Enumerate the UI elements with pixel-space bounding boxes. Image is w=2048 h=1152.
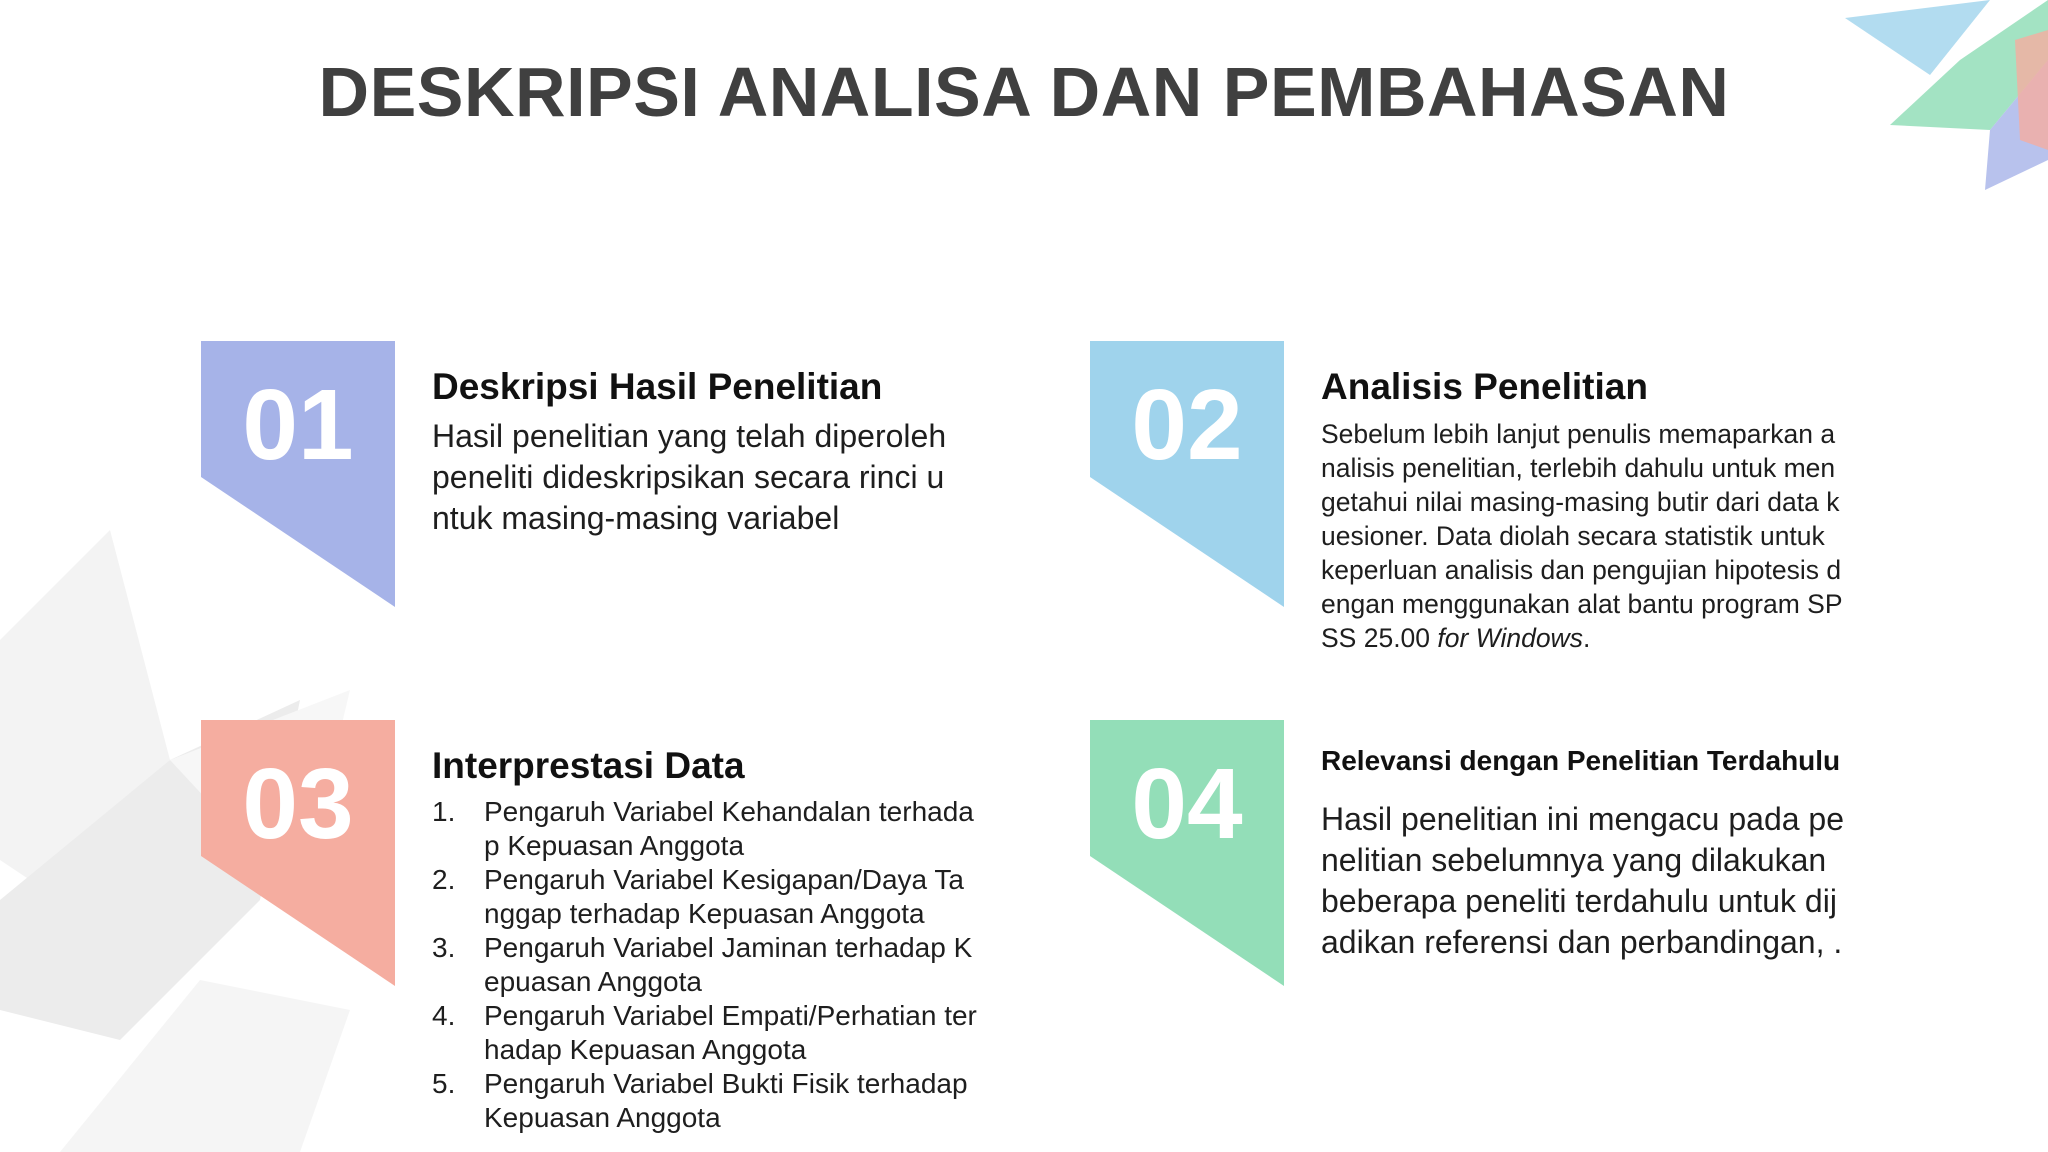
- badge-02: [1090, 341, 1284, 607]
- section-02-body-italic: for Windows: [1437, 623, 1583, 653]
- section-04: [1321, 741, 1881, 963]
- section-01-body: Hasil penelitian yang telah diperoleh peneliti dideskripsikan secara rinci u ntuk masing-masing variabel: [432, 418, 947, 536]
- list-item-text: Pengaruh Variabel Kesigapan/Daya Ta nggap terhadap Kepuasan Anggota: [484, 864, 964, 929]
- badge-01: [201, 341, 395, 607]
- list-item-number: 1.: [432, 796, 456, 827]
- list-item-text: Pengaruh Variabel Kehandalan terhada p Kepuasan Anggota: [484, 796, 974, 861]
- section-04-body: Hasil penelitian ini mengacu pada pe nelitian sebelumnya yang dilakukan beberapa peneliti terdahulu untuk dij adikan referensi dan perbandingan, .: [1321, 801, 1845, 960]
- list-item: [432, 1067, 992, 1135]
- list-item-text: Pengaruh Variabel Bukti Fisik terhadap Kepuasan Anggota: [484, 1068, 968, 1133]
- list-item: [432, 931, 992, 999]
- section-02-body-text: Sebelum lebih lanjut penulis memaparkan a nalisis penelitian, terlebih dahulu untuk men getahui nilai masing-masing butir dari data k uesioner. Data diolah secara statistik untuk keperluan analisis dan pengujian hipotesis d engan menggunakan alat bantu program SP SS 25.00: [1321, 419, 1843, 653]
- badge-02-number: 02: [1131, 369, 1243, 481]
- section-02-body-end: .: [1582, 623, 1591, 653]
- badge-03: [201, 720, 395, 986]
- section-04-heading: Relevansi dengan Penelitian Terdahulu: [1321, 745, 1841, 776]
- section-01: [432, 364, 992, 539]
- slide-title: DESKRIPSI ANALISA DAN PEMBAHASAN: [318, 53, 1730, 131]
- section-03: [432, 743, 992, 1135]
- list-item: [432, 999, 992, 1067]
- section-03-heading: Interprestasi Data: [432, 745, 745, 786]
- list-item: [432, 795, 992, 863]
- badge-04-number: 04: [1131, 748, 1243, 860]
- list-item-number: 3.: [432, 932, 456, 963]
- badge-04: [1090, 720, 1284, 986]
- list-item-number: 5.: [432, 1068, 456, 1099]
- section-02-body: [1321, 417, 1881, 655]
- section-03-list: [432, 795, 992, 1135]
- section-02-heading: Analisis Penelitian: [1321, 366, 1648, 407]
- list-item-text: Pengaruh Variabel Jaminan terhadap K epuasan Anggota: [484, 932, 973, 997]
- section-02: [1321, 364, 1881, 655]
- list-item-number: 4.: [432, 1000, 456, 1031]
- section-01-heading: Deskripsi Hasil Penelitian: [432, 366, 883, 407]
- badge-03-number: 03: [242, 748, 354, 860]
- list-item: [432, 863, 992, 931]
- badge-01-number: 01: [242, 369, 354, 481]
- list-item-number: 2.: [432, 864, 456, 895]
- list-item-text: Pengaruh Variabel Empati/Perhatian ter hadap Kepuasan Anggota: [484, 1000, 977, 1065]
